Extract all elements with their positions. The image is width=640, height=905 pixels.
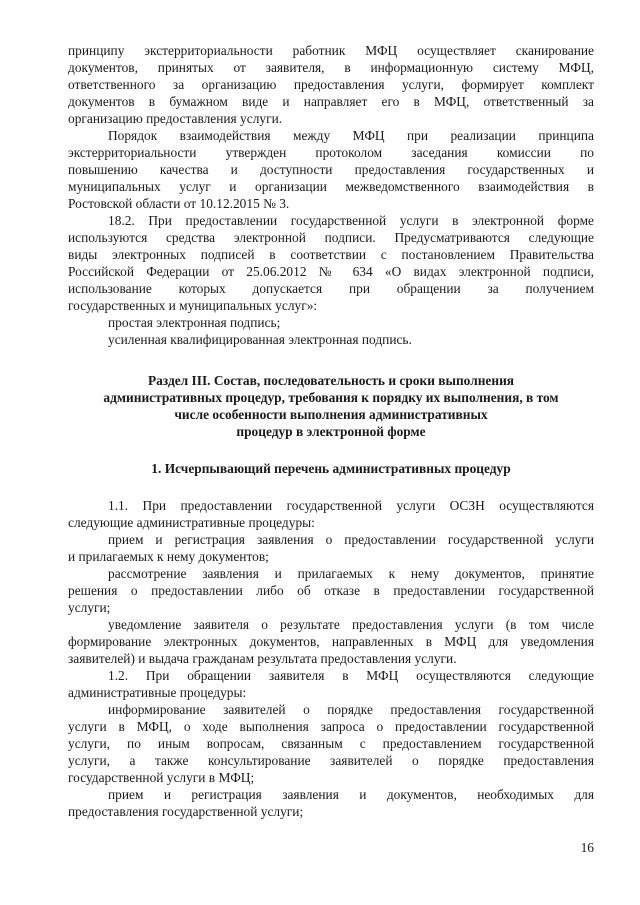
text-line: и прилагаемых к нему документов; bbox=[68, 549, 269, 564]
text-line: организацию предоставления услуги. bbox=[68, 111, 283, 126]
text-line: 18.2. При предоставлении государственной услуги в электронной форме bbox=[108, 213, 594, 228]
text-line: прием и регистрация заявления о предоставлении государственной услуги bbox=[108, 532, 594, 547]
section-heading-line: административных процедур, требования к порядку их выполнения, в том bbox=[103, 390, 559, 405]
text-line: формирование электронных документов, направленных в МФЦ для уведомления bbox=[68, 634, 594, 649]
text-line: Порядок взаимодействия между МФЦ при реализации принципа bbox=[108, 128, 594, 143]
subsection-heading: 1. Исчерпывающий перечень административных процедур bbox=[151, 461, 511, 476]
list-item: простая электронная подпись; bbox=[108, 315, 281, 330]
text-line: услуги; bbox=[68, 600, 111, 615]
text-line: муниципальных услуг и организации межведомственного взаимодействия в bbox=[68, 179, 594, 194]
text-line: услуги, а также консультирование заявителей о порядке предоставления bbox=[68, 753, 594, 768]
text-line: принципу экстерриториальности работник МФЦ осуществляет сканирование bbox=[68, 43, 594, 58]
text-line: услуги в МФЦ, о ходе выполнения запроса о предоставлении государственной bbox=[68, 719, 594, 734]
section-heading-line: Раздел III. Состав, последовательность и сроки выполнения bbox=[147, 373, 515, 388]
text-line: экстерриториальности утвержден протоколом заседания комиссии по bbox=[68, 145, 594, 160]
section-heading-line: числе особенности выполнения административных bbox=[174, 407, 488, 422]
text-line: 1.2. При обращении заявителя в МФЦ осуществляются следующие bbox=[108, 668, 594, 683]
text-line: заявителей) и выдача гражданам результата предоставления услуги. bbox=[68, 651, 457, 666]
text-line: повышению качества и доступности предоставления государственных и bbox=[68, 162, 594, 177]
text-line: государственных и муниципальных услуг»: bbox=[68, 298, 318, 313]
text-line: документов в бумажном виде и направляет его в МФЦ, ответственный за bbox=[68, 94, 594, 109]
text-line: Ростовской области от 10.12.2015 № 3. bbox=[68, 196, 290, 211]
list-item: усиленная квалифицированная электронная подпись. bbox=[108, 332, 412, 347]
text-line: используются средства электронной подписи. Предусматриваются следующие bbox=[68, 230, 594, 245]
text-line: услуги, по иным вопросам, связанным с предоставлением государственной bbox=[68, 736, 594, 751]
text-line: использование которых допускается при обращении за получением bbox=[68, 281, 594, 296]
text-line: виды электронных подписей в соответствии с постановлением Правительства bbox=[68, 247, 594, 262]
text-line: Российской Федерации от 25.06.2012 № 634 «О видах электронной подписи, bbox=[68, 264, 594, 279]
text-line: 1.1. При предоставлении государственной услуги ОСЗН осуществляются bbox=[108, 498, 594, 513]
text-line: документов, принятых от заявителя, в информационную систему МФЦ, bbox=[68, 60, 594, 75]
text-line: предоставления государственной услуги; bbox=[68, 804, 304, 819]
text-line: государственной услуги в МФЦ; bbox=[68, 770, 255, 785]
text-line: решения о предоставлении либо об отказе в предоставлении государственной bbox=[68, 583, 594, 598]
text-line: прием и регистрация заявления и документов, необходимых для bbox=[108, 787, 594, 802]
text-line: ответственного за организацию предоставления услуги, формирует комплект bbox=[68, 77, 594, 92]
page-number: 16 bbox=[580, 840, 594, 855]
text-line: информирование заявителей о порядке предоставления государственной bbox=[108, 702, 594, 717]
text-line: рассмотрение заявления и прилагаемых к нему документов, принятие bbox=[108, 566, 594, 581]
section-heading-line: процедур в электронной форме bbox=[236, 424, 426, 439]
text-line: уведомление заявителя о результате предоставления услуги (в том числе bbox=[108, 617, 594, 632]
text-line: административные процедуры: bbox=[68, 685, 247, 700]
text-line: следующие административные процедуры: bbox=[68, 515, 315, 530]
